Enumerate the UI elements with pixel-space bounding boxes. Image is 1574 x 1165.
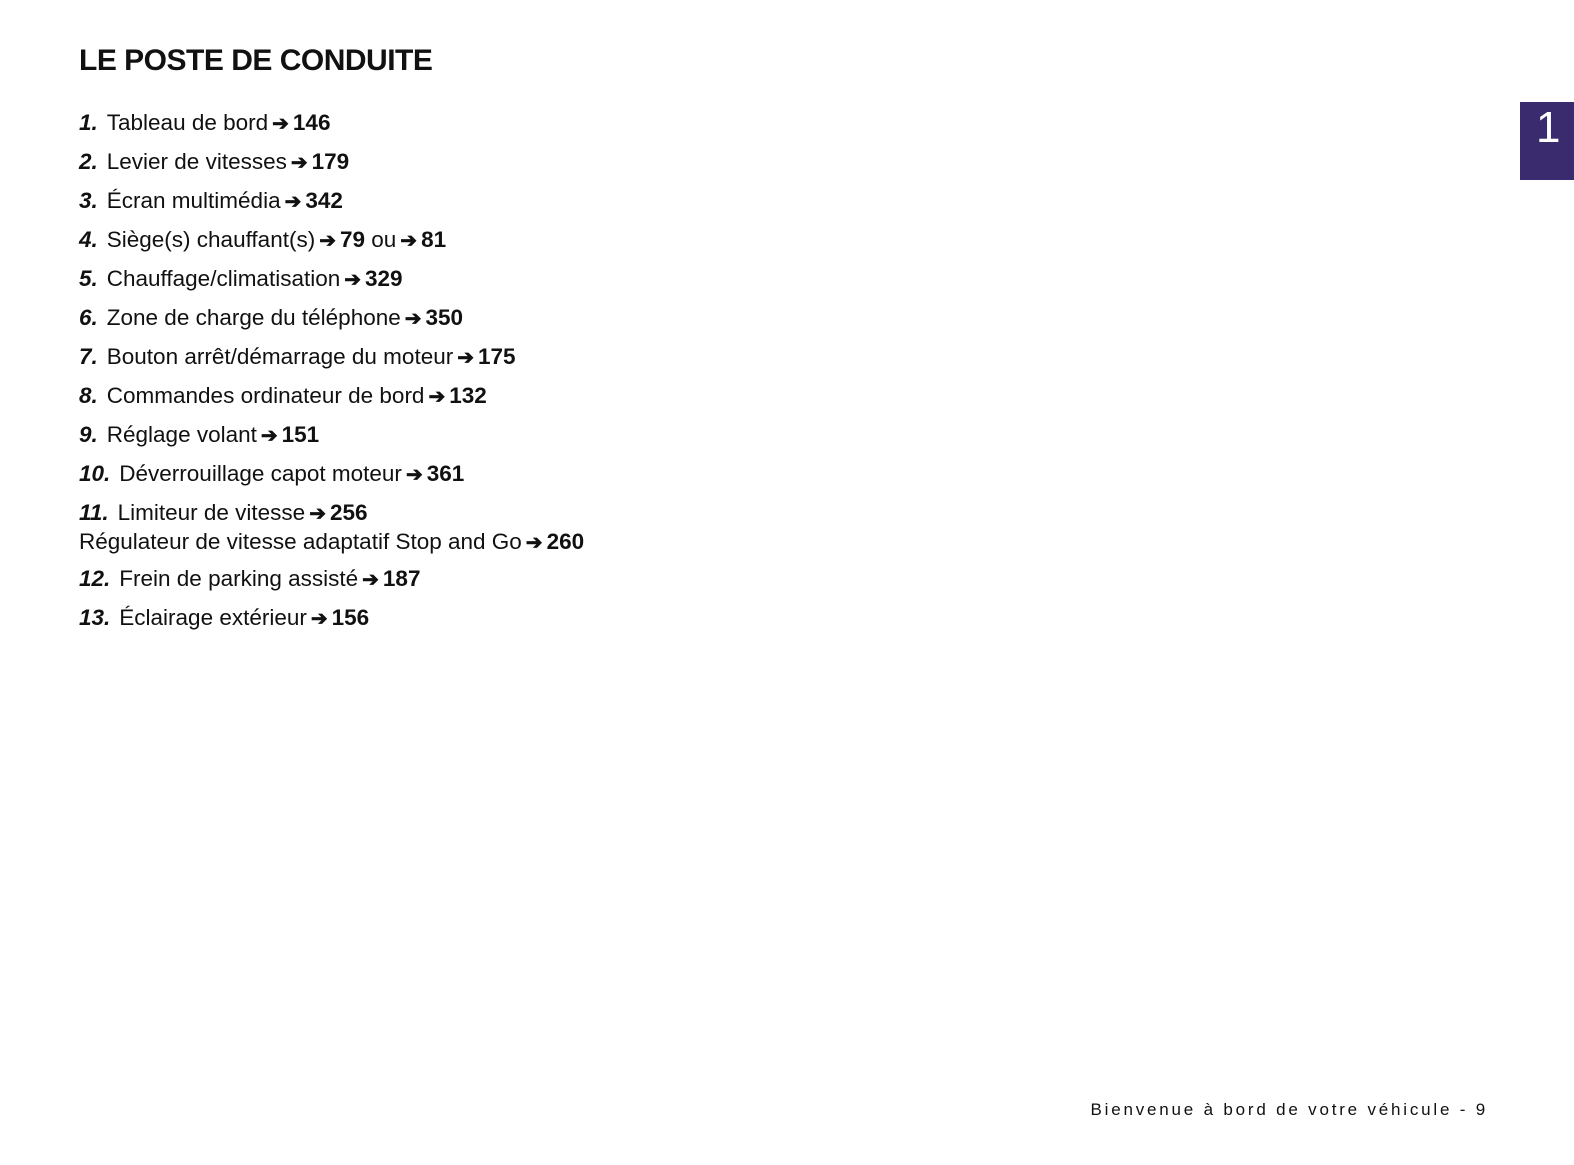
item-label: Éclairage extérieur: [119, 605, 307, 630]
arrow-icon: ➔: [525, 532, 543, 554]
page-title: LE POSTE DE CONDUITE: [79, 44, 433, 77]
item-sub-label: Régulateur de vitesse adaptatif Stop and Go: [79, 529, 522, 554]
toc-item: [79, 342, 584, 373]
item-number: 9.: [79, 422, 98, 447]
page-reference: 187: [382, 566, 421, 591]
arrow-icon: ➔: [272, 113, 289, 135]
page-reference: 81: [421, 227, 447, 252]
item-label: Écran multimédia: [106, 188, 281, 213]
item-label: Réglage volant: [106, 422, 257, 447]
chapter-tab: 1: [1520, 102, 1574, 180]
item-label: Tableau de bord: [106, 110, 269, 135]
item-number: 7.: [79, 344, 98, 369]
item-number: 3.: [79, 188, 98, 213]
page-reference: 146: [292, 110, 331, 135]
toc-item: [79, 381, 584, 412]
toc-item: [79, 147, 584, 178]
page-reference: 361: [426, 461, 465, 486]
toc-item: [79, 564, 584, 595]
item-number: 4.: [79, 227, 98, 252]
toc-item: [79, 303, 584, 334]
toc-item: [79, 264, 584, 295]
item-label: Siège(s) chauffant(s): [106, 227, 316, 252]
item-number: 5.: [79, 266, 98, 291]
item-label: Chauffage/climatisation: [106, 266, 341, 291]
page-reference: 132: [449, 383, 487, 408]
page-reference: 342: [305, 188, 343, 213]
toc-item: [79, 186, 584, 217]
arrow-icon: ➔: [428, 386, 446, 408]
page-reference: 175: [477, 344, 516, 369]
arrow-icon: ➔: [290, 152, 308, 174]
item-label: Frein de parking assisté: [119, 566, 359, 591]
page-footer: Bienvenue à bord de votre véhicule - 9: [1090, 1100, 1488, 1119]
item-joiner: ou: [371, 227, 397, 252]
item-number: 11.: [79, 500, 109, 525]
page-reference: 179: [311, 149, 350, 174]
item-number: 2.: [79, 149, 98, 174]
page-reference: 156: [331, 605, 370, 630]
toc-item: [79, 225, 584, 256]
item-number: 6.: [79, 305, 98, 330]
page-reference: 329: [365, 266, 403, 291]
arrow-icon: ➔: [310, 608, 328, 630]
arrow-icon: ➔: [457, 347, 474, 369]
item-number: 8.: [79, 383, 98, 408]
item-label: Limiteur de vitesse: [117, 500, 306, 525]
page-reference: 79: [339, 227, 365, 252]
toc-item: [79, 603, 584, 634]
arrow-icon: ➔: [362, 569, 379, 591]
arrow-icon: ➔: [284, 191, 302, 213]
item-number: 10.: [79, 461, 111, 486]
item-number: 1.: [79, 110, 98, 135]
page-reference: 256: [329, 500, 368, 525]
toc-item: [79, 459, 584, 490]
toc-item: [79, 420, 584, 451]
arrow-icon: ➔: [319, 230, 336, 252]
toc-item: [79, 108, 584, 139]
arrow-icon: ➔: [344, 269, 362, 291]
item-label: Commandes ordinateur de bord: [106, 383, 425, 408]
arrow-icon: ➔: [260, 425, 278, 447]
item-label: Déverrouillage capot moteur: [119, 461, 402, 486]
page-reference: 151: [281, 422, 320, 447]
item-label: Levier de vitesses: [106, 149, 287, 174]
item-label: Zone de charge du téléphone: [106, 305, 401, 330]
page-reference: 260: [546, 529, 585, 554]
item-sub-line: [79, 529, 584, 556]
item-number: 13.: [79, 605, 111, 630]
item-number: 12.: [79, 566, 111, 591]
arrow-icon: ➔: [400, 230, 418, 252]
page-reference: 350: [425, 305, 464, 330]
arrow-icon: ➔: [309, 503, 326, 525]
item-label: Bouton arrêt/démarrage du moteur: [106, 344, 454, 369]
arrow-icon: ➔: [404, 308, 422, 330]
arrow-icon: ➔: [405, 464, 423, 486]
toc-list: [79, 108, 584, 642]
toc-item: [79, 498, 584, 556]
